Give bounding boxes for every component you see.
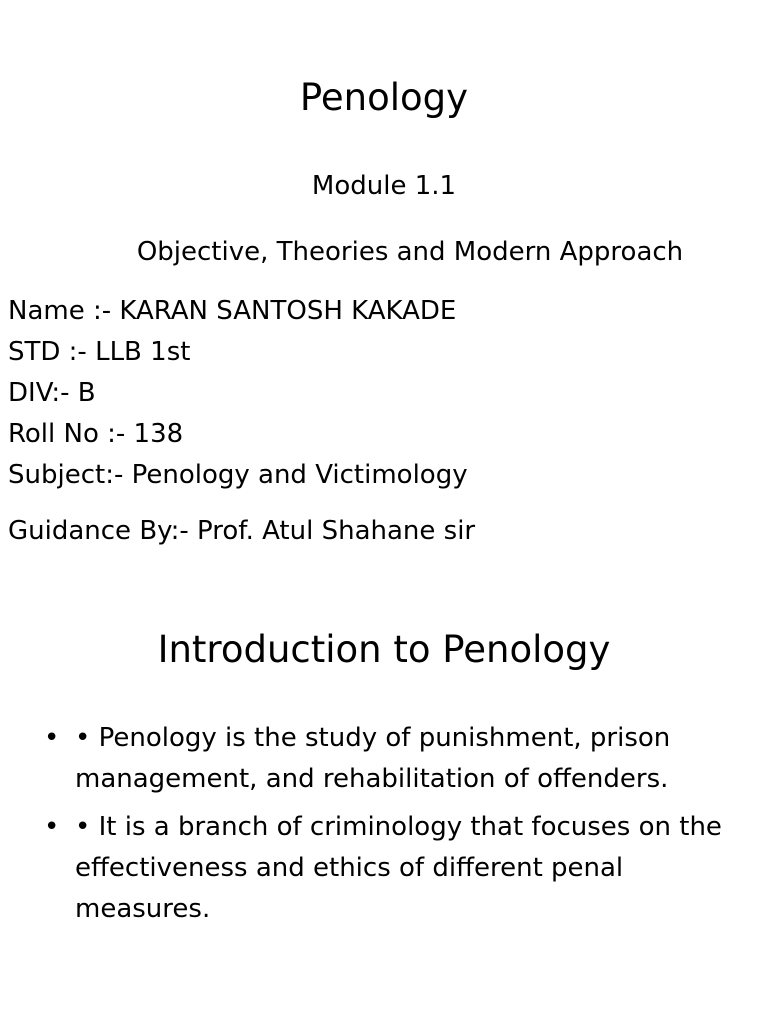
student-subject: Subject:- Penology and Victimology	[8, 460, 468, 490]
bullet-icon: •	[44, 812, 60, 842]
list-item	[0, 807, 768, 930]
bullet-text: • Penology is the study of punishment, prison management, and rehabilitation of offenders.	[75, 723, 671, 794]
student-roll: Roll No :- 138	[8, 419, 184, 449]
student-std: STD :- LLB 1st	[8, 337, 191, 367]
bullet-icon: •	[44, 723, 60, 753]
guidance-line: Guidance By:- Prof. Atul Shahane sir	[8, 516, 476, 546]
bullet-text: • It is a branch of criminology that focuses on the effectiveness and ethics of different penal measures.	[75, 812, 722, 924]
student-info	[8, 291, 468, 496]
topic-subtitle: Objective, Theories and Modern Approach	[136, 237, 684, 267]
slide-title: Penology	[299, 76, 469, 119]
student-name: Name :- KARAN SANTOSH KAKADE	[8, 296, 457, 326]
bullet-list	[0, 718, 768, 937]
list-item	[0, 718, 768, 800]
slide-title: Introduction to Penology	[157, 628, 611, 671]
module-label: Module 1.1	[311, 171, 457, 201]
student-div: DIV:- B	[8, 378, 96, 408]
intro-slide	[0, 580, 768, 1024]
